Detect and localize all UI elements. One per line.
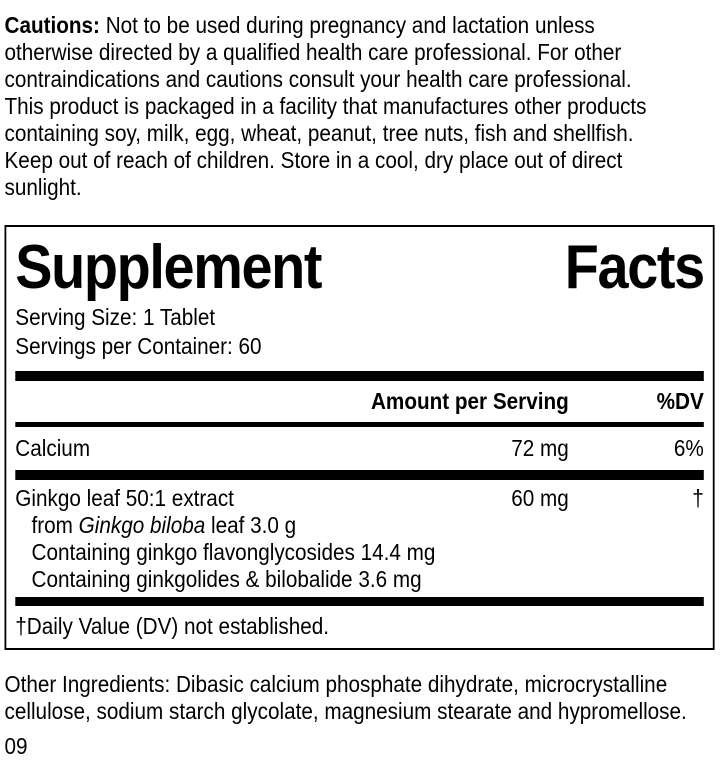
serving-size: Serving Size: 1 Tablet [15,304,216,330]
cautions-paragraph [5,12,715,201]
cautions-line [5,12,715,39]
nutrient-sub-line [15,539,704,566]
panel-title-word-2: Facts [564,233,704,302]
other-ingredients-line: cellulose, sodium starch glycolate, magnesium stearate and hypromellose. [4,698,687,724]
nutrient-row-calcium [15,427,704,470]
nutrient-sub-line [15,566,704,593]
nutrient-amount: 60 mg [511,485,569,511]
nutrient-dv-dagger: † [692,485,704,511]
cautions-line: Keep out of reach of children. Store in a cool, dry place out of direct [4,147,623,173]
dv-footnote: †Daily Value (DV) not established. [15,613,330,639]
cautions-line: sunlight. [4,174,82,200]
divider-bar-thick [15,371,704,381]
sub-line-latin-name: Ginkgo biloba [78,512,206,538]
sub-line-text: Containing ginkgolides & bilobalide 3.6 mg [31,566,422,592]
column-header-amount: Amount per Serving [370,388,569,414]
other-ingredients-paragraph [5,671,715,725]
panel-title [15,233,704,303]
divider-bar-thick [15,597,704,606]
cautions-line: This product is packaged in a facility that manufactures other products [4,93,647,119]
nutrient-sub-line [15,512,704,539]
nutrient-main-line [15,485,704,512]
divider-bar-thick [15,470,704,480]
nutrient-name: Ginkgo leaf 50:1 extract [15,485,234,511]
cautions-label: Cautions: [4,12,100,38]
lot-code: 09 [4,733,28,759]
sub-line-text: leaf 3.0 g [205,512,297,538]
other-ingredients-line: Other Ingredients: Dibasic calcium phosphate dihydrate, microcrystalline [4,671,668,697]
column-header-row [15,381,704,422]
nutrient-dv: 6% [673,435,704,461]
panel-title-word-1: Supplement [15,233,322,302]
sub-line-text: Containing ginkgo flavonglycosides 14.4 mg [31,539,436,565]
sub-line-text: from [31,512,79,538]
supplement-facts-panel [5,225,715,650]
column-header-dv: %DV [656,388,704,414]
nutrient-row-ginkgo [15,480,704,597]
nutrient-name: Calcium [15,435,91,461]
nutrient-amount: 72 mg [511,435,569,461]
cautions-line: containing soy, milk, egg, wheat, peanut, tree nuts, fish and shellfish. [4,120,634,146]
cautions-line: contraindications and cautions consult your health care professional. [4,66,632,92]
cautions-line: otherwise directed by a qualified health care professional. For other [4,39,622,65]
servings-per-container: Servings per Container: 60 [15,333,262,359]
cautions-line-text: Not to be used during pregnancy and lactation unless [105,12,595,38]
